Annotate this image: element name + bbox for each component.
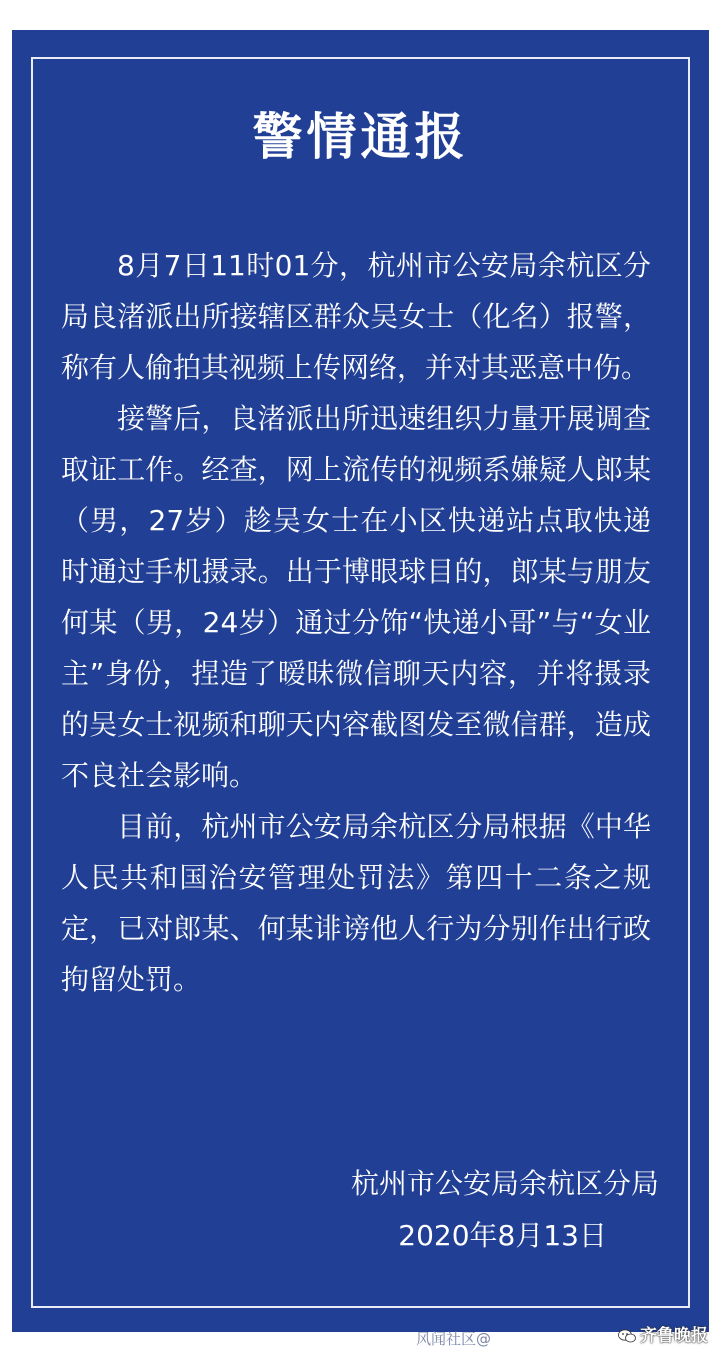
- watermark-source: 风闻社区@: [416, 1330, 492, 1348]
- watermark-bar: [0, 1324, 720, 1354]
- watermark-brand-text: 齐鲁晚报: [640, 1326, 708, 1346]
- notice-body: [61, 240, 651, 1005]
- notice-paragraph-1: 8月7日11时01分，杭州市公安局余杭区分局良渚派出所接辖区群众吴女士（化名）报警，称有人偷拍其视频上传网络，并对其恶意中伤。: [61, 249, 651, 384]
- notice-title: 警情通报: [252, 108, 469, 166]
- issuer-name: 杭州市公安局余杭区分局: [350, 1167, 659, 1200]
- notice-paragraph-2: 接警后，良渚派出所迅速组织力量开展调查取证工作。经查，网上流传的视频系嫌疑人郎某（男，27岁）趁吴女士在小区快递站点取快递时通过手机摄录。出于博眼球目的，郎某与朋友何某（男，24岁）通过分饰“快递小哥”与“女业主”身份，捏造了暧昧微信聊天内容，并将摄录的吴女士视频和聊天内容截图发至微信群，造成不良社会影响。: [61, 402, 651, 792]
- watermark-brand: [618, 1325, 708, 1347]
- notice-signature: [351, 1160, 659, 1260]
- notice-paragraph-3: 目前，杭州市公安局余杭区分局根据《中华人民共和国治安管理处罚法》第四十二条之规定，已对郎某、何某诽谤他人行为分别作出行政拘留处罚。: [61, 810, 651, 996]
- issue-date: 2020年8月13日: [398, 1219, 607, 1252]
- police-notice-board: [12, 30, 709, 1332]
- wechat-icon: [618, 1329, 636, 1343]
